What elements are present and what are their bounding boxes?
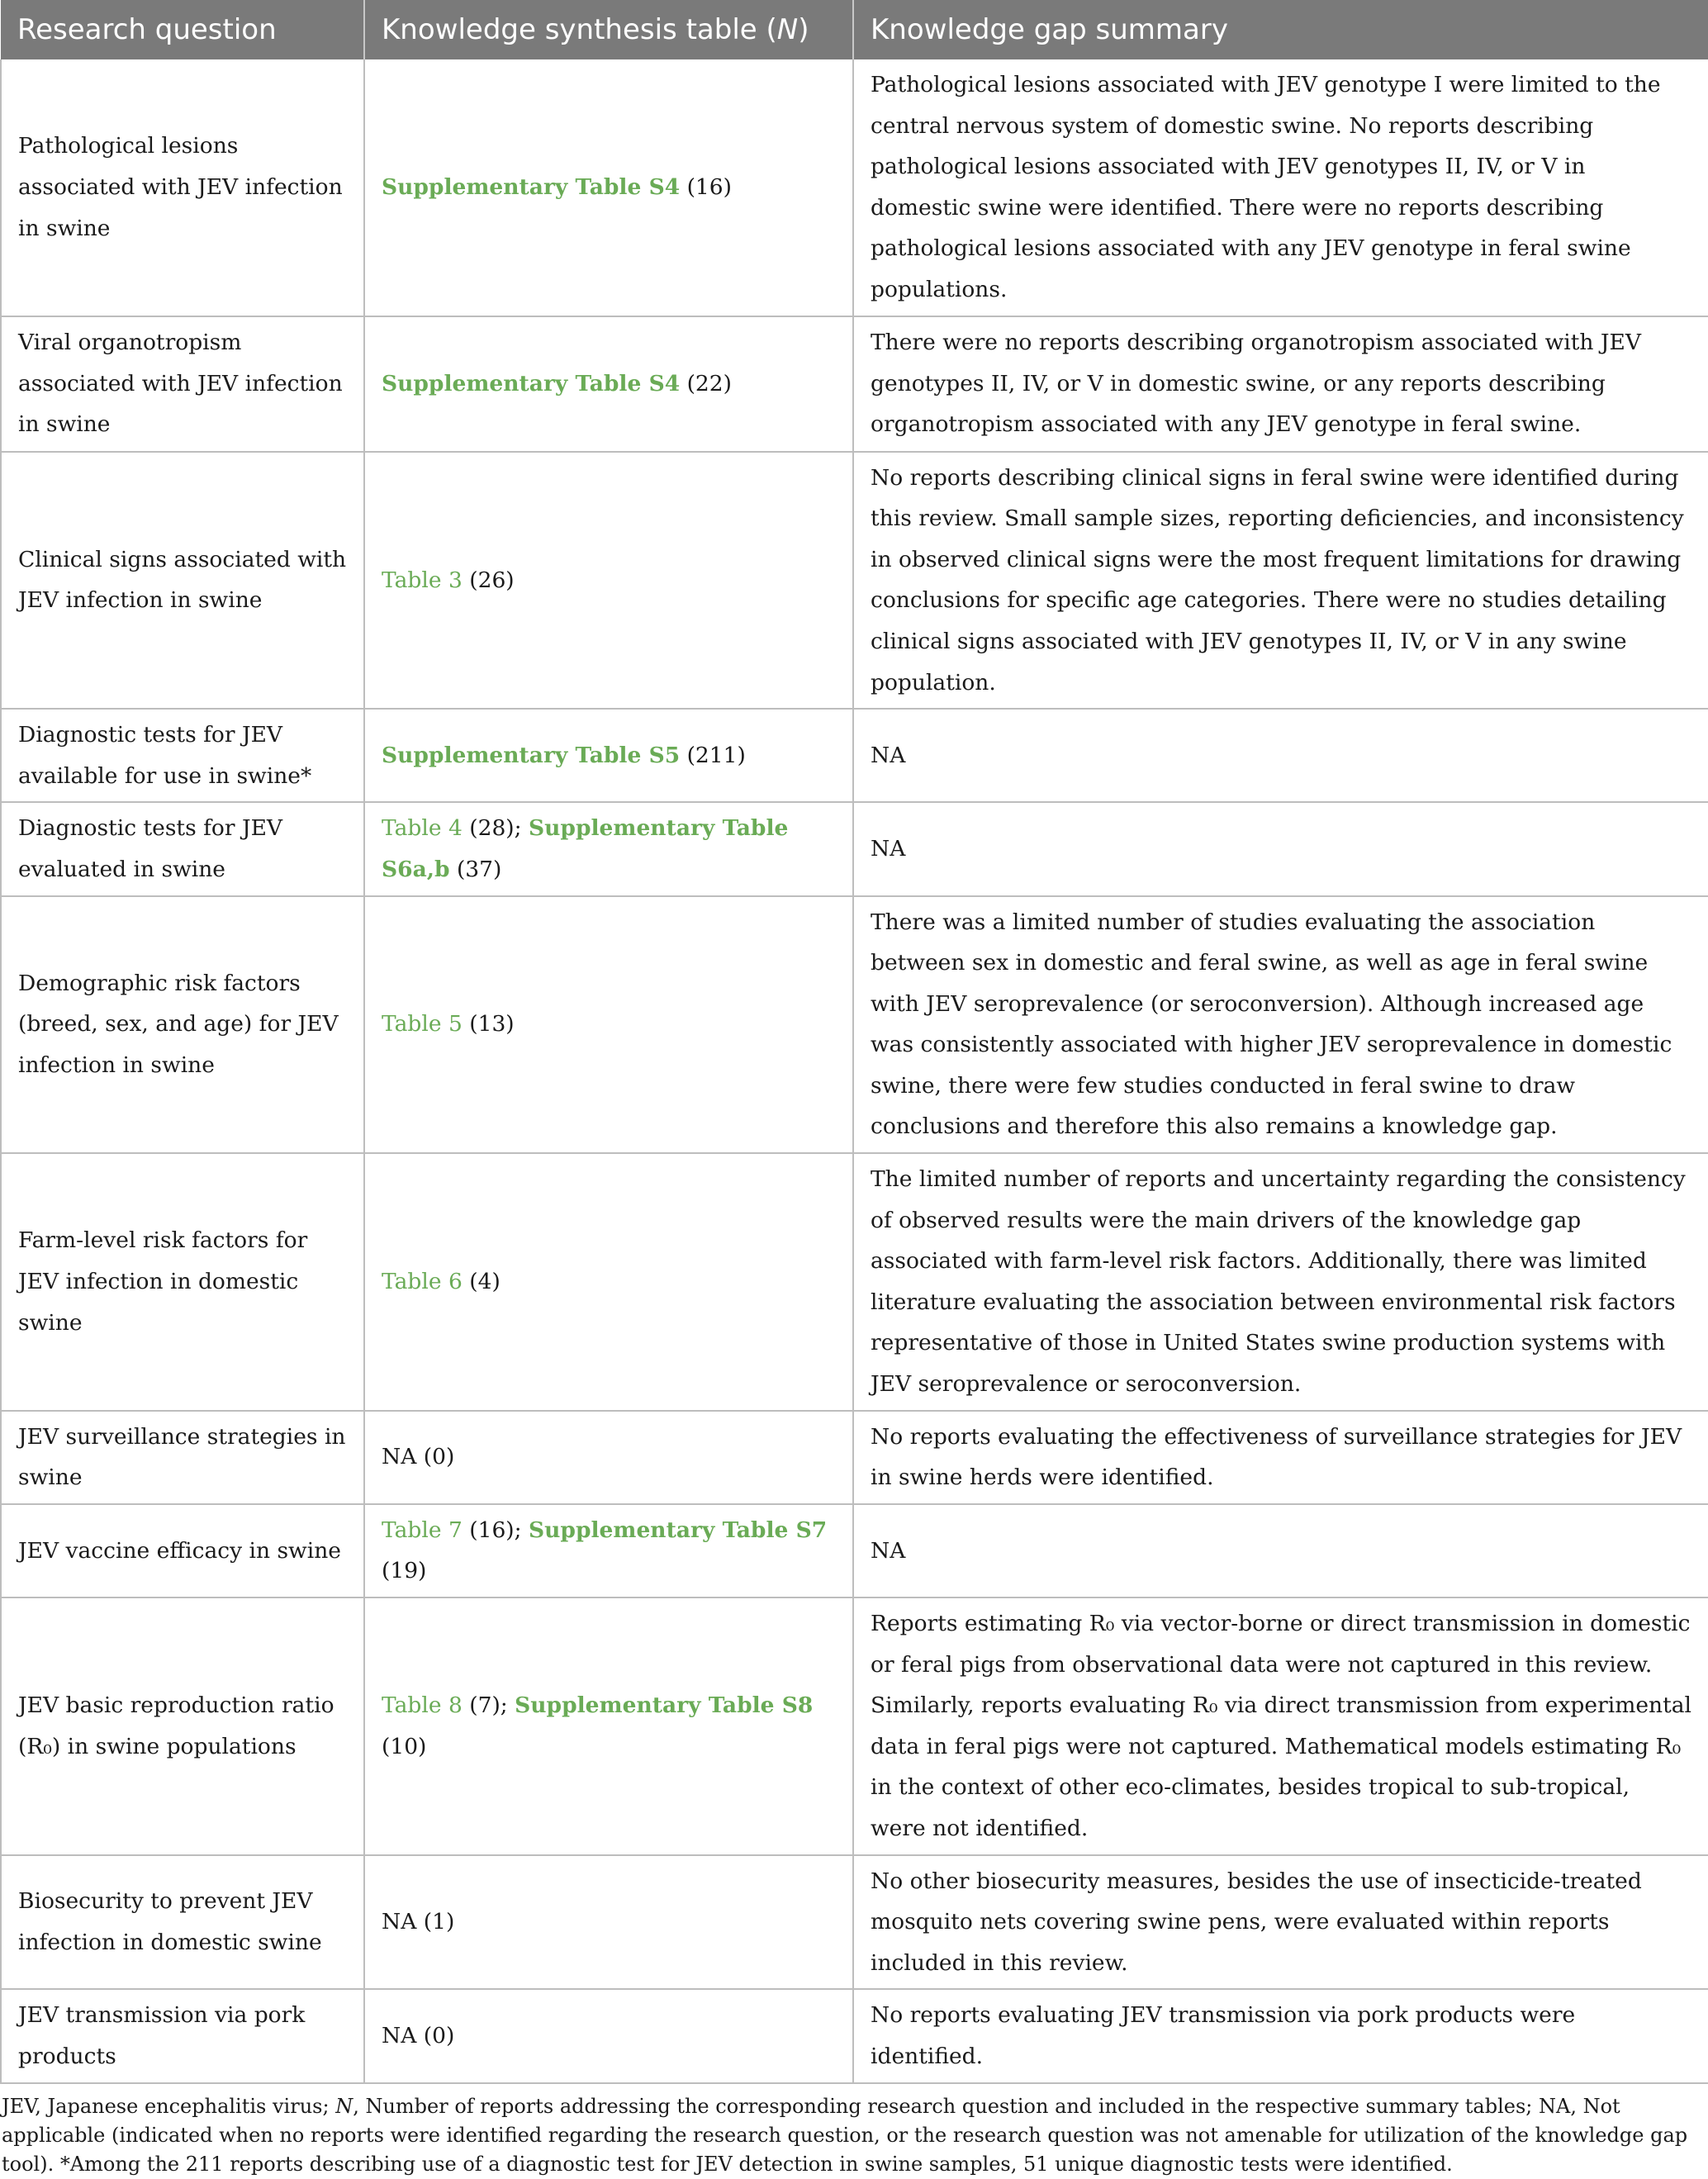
table-row: [1, 1504, 1708, 1597]
report-count: (26): [462, 567, 515, 593]
research-question-cell: Farm-level risk factors for JEV infection in domestic swine: [1, 1153, 364, 1411]
table-row: [1, 1411, 1708, 1504]
table-header-row: [1, 0, 1708, 59]
knowledge-gap-summary-cell: Pathological lesions associated with JEV genotype I were limited to the central nervous system of domestic swine. No reports describing pathological lesions associated with JEV genotypes II, IV, or V in domestic swine were identified. There were no reports describing pathological lesions associated with any JEV genotype in feral swine populations.: [853, 59, 1708, 316]
table-row: [1, 709, 1708, 802]
table-footnote: JEV, Japanese encephalitis virus; N, Number of reports addressing the corresponding research question and included in the respective summary tables; NA, Not applicable (indicated when no reports were identified regarding the research question, or the research question was not amenable for utilization of the knowledge gap tool). *Among the 211 reports describing use of a diagnostic test for JEV detection in swine samples, 51 unique diagnostic tests were identified.: [2, 2094, 1688, 2176]
synthesis-table-cell: [364, 1504, 853, 1597]
table-reference-link[interactable]: Supplementary Table S4: [382, 173, 681, 200]
synthesis-table-cell: [364, 452, 853, 710]
knowledge-gap-summary-cell: No reports describing clinical signs in feral swine were identified during this review. Small sample sizes, reporting deficiencies, and inconsistency in observed clinical signs were the most frequent limitations for drawing conclusions for specific age categories. There were no studies detailing clinical signs associated with JEV genotypes II, IV, or V in any swine population.: [853, 452, 1708, 710]
table-row: [1, 1989, 1708, 2082]
table-reference-link[interactable]: Supplementary Table S5: [382, 742, 681, 768]
knowledge-gap-summary-cell: There was a limited number of studies evaluating the association between sex in domestic and feral swine, as well as age in feral swine with JEV seroprevalence (or seroconversion). Although increased age was consistently associated with higher JEV seroprevalence in domestic swine, there were few studies conducted in feral swine to draw conclusions and therefore this also remains a knowledge gap.: [853, 896, 1708, 1154]
knowledge-gap-summary-cell: NA: [853, 709, 1708, 802]
table-reference-link[interactable]: Supplementary Table S8: [515, 1692, 814, 1719]
report-count: (22): [680, 370, 732, 396]
table-reference-link[interactable]: Table 7: [382, 1517, 463, 1543]
report-count: (37): [449, 856, 502, 882]
knowledge-gap-summary-cell: The limited number of reports and uncertainty regarding the consistency of observed results were the main drivers of the knowledge gap associated with farm-level risk factors. Additionally, there was limited literature evaluating the association between environmental risk factors representative of those in United States swine production systems with JEV seroprevalence or seroconversion.: [853, 1153, 1708, 1411]
table-reference-link[interactable]: Table 3: [382, 567, 463, 593]
header-knowledge-synthesis-table: Knowledge synthesis table (N): [364, 0, 853, 59]
table-row: [1, 802, 1708, 895]
synthesis-table-cell: [364, 1153, 853, 1411]
research-question-cell: Diagnostic tests for JEV available for use in swine*: [1, 709, 364, 802]
synthesis-table-cell: [364, 1411, 853, 1504]
table-reference-link[interactable]: Table 5: [382, 1011, 463, 1037]
report-count: (211): [680, 742, 746, 768]
research-question-cell: JEV vaccine efficacy in swine: [1, 1504, 364, 1597]
table-row: [1, 896, 1708, 1154]
table-row: [1, 316, 1708, 452]
table-reference-link[interactable]: Table 4: [382, 815, 463, 842]
table-row: [1, 452, 1708, 710]
research-question-cell: Clinical signs associated with JEV infection in swine: [1, 452, 364, 710]
table-reference-link[interactable]: Table 6: [382, 1269, 463, 1295]
table-reference-link[interactable]: Supplementary Table S6a,b: [382, 815, 789, 882]
synthesis-table-cell: [364, 1989, 853, 2082]
knowledge-gap-summary-cell: No reports evaluating the effectiveness of surveillance strategies for JEV in swine herds were identified.: [853, 1411, 1708, 1504]
table-reference-link[interactable]: Supplementary Table S4: [382, 370, 681, 396]
research-question-cell: JEV surveillance strategies in swine: [1, 1411, 364, 1504]
table-row: [1, 1597, 1708, 1855]
knowledge-gap-summary-cell: There were no reports describing organotropism associated with JEV genotypes II, IV, or V in domestic swine, or any reports describing organotropism associated with any JEV genotype in feral swine.: [853, 316, 1708, 452]
report-count: (19): [382, 1558, 427, 1584]
synthesis-table-cell: [364, 1855, 853, 1990]
knowledge-gap-summary-cell: NA: [853, 1504, 1708, 1597]
report-count: NA (0): [382, 1444, 455, 1470]
synthesis-table-cell: [364, 896, 853, 1154]
synthesis-table-cell: [364, 802, 853, 895]
research-question-cell: JEV basic reproduction ratio (R₀) in swine populations: [1, 1597, 364, 1855]
synthesis-table-cell: [364, 709, 853, 802]
report-count: (4): [462, 1269, 501, 1295]
synthesis-table-cell: [364, 59, 853, 316]
synthesis-table-cell: [364, 1597, 853, 1855]
report-count: (16);: [462, 1517, 529, 1543]
research-question-cell: Pathological lesions associated with JEV infection in swine: [1, 59, 364, 316]
synthesis-table-cell: [364, 316, 853, 452]
report-count: NA (1): [382, 1909, 455, 1935]
table-row: [1, 1153, 1708, 1411]
research-question-cell: Demographic risk factors (breed, sex, and age) for JEV infection in swine: [1, 896, 364, 1154]
header-research-question: Research question: [1, 0, 364, 59]
table-row: [1, 1855, 1708, 1990]
research-question-cell: JEV transmission via pork products: [1, 1989, 364, 2082]
report-count: NA (0): [382, 2023, 455, 2049]
table-reference-link[interactable]: Table 8: [382, 1692, 463, 1719]
research-question-cell: Viral organotropism associated with JEV infection in swine: [1, 316, 364, 452]
table-reference-link[interactable]: Supplementary Table S7: [529, 1517, 828, 1543]
table-row: [1, 59, 1708, 316]
knowledge-gap-summary-cell: Reports estimating R₀ via vector-borne or direct transmission in domestic or feral pigs from observational data were not captured in this review. Similarly, reports evaluating R₀ via direct transmission from experimental data in feral pigs were not captured. Mathematical models estimating R₀ in the context of other eco-climates, besides tropical to sub-tropical, were not identified.: [853, 1597, 1708, 1855]
report-count: (16): [680, 173, 732, 200]
knowledge-gap-summary-cell: No reports evaluating JEV transmission via pork products were identified.: [853, 1989, 1708, 2082]
report-count: (10): [382, 1733, 427, 1759]
research-question-cell: Diagnostic tests for JEV evaluated in swine: [1, 802, 364, 895]
report-count: (28);: [462, 815, 529, 842]
knowledge-gap-summary-cell: No other biosecurity measures, besides the use of insecticide-treated mosquito nets covering swine pens, were evaluated within reports included in this review.: [853, 1855, 1708, 1990]
report-count: (7);: [462, 1692, 515, 1719]
knowledge-gap-summary-cell: NA: [853, 802, 1708, 895]
header-knowledge-gap-summary: Knowledge gap summary: [853, 0, 1708, 59]
research-question-cell: Biosecurity to prevent JEV infection in domestic swine: [1, 1855, 364, 1990]
report-count: (13): [462, 1011, 515, 1037]
